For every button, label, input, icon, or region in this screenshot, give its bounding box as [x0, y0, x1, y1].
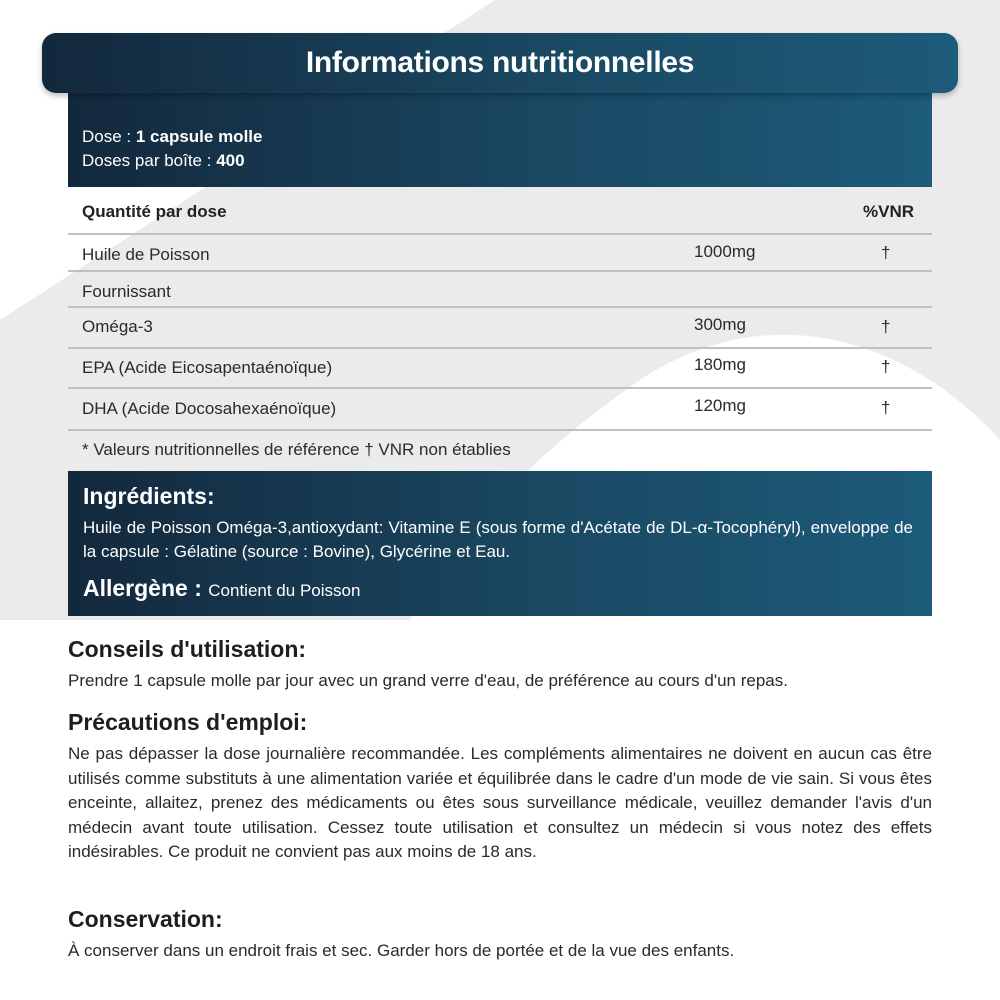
table-header	[68, 190, 932, 235]
storage-heading: Conservation:	[68, 906, 223, 932]
dose-line	[82, 127, 262, 147]
table-row	[68, 308, 932, 349]
allergen-line	[83, 575, 360, 602]
row-name: Huile de Poisson	[82, 245, 210, 264]
dose-info-panel	[68, 93, 932, 187]
usage-section	[68, 636, 932, 694]
precautions-section	[68, 709, 932, 865]
doses-per-box-value: 400	[216, 151, 245, 170]
nutrition-table	[68, 190, 932, 431]
column-header-vnr: %VNR	[862, 201, 914, 221]
dose-value: 1 capsule molle	[135, 127, 263, 146]
page-title: Informations nutritionnelles	[305, 46, 695, 79]
table-row	[68, 389, 932, 431]
ingredients-panel	[68, 471, 932, 616]
precautions-text: Ne pas dépasser la dose journalière recommandée. Les compléments alimentaires ne doivent en aucun cas être utilisés comme substituts à une alimentation variée et équilibrée dans le cadre d'un mode de vie sain. Si vous êtes enceinte, allaitez, prenez des médicaments ou êtes sous surveillance médicale, veuillez demander l'avis d'un médecin avant toute utilisation. Cessez toute utilisation et consultez un médecin si vous notez des effets indésirables. Ce produit ne convient pas aux moins de 18 ans.	[68, 744, 932, 861]
allergen-label: Allergène :	[83, 575, 209, 601]
dagger-icon: †	[881, 243, 891, 262]
usage-heading: Conseils d'utilisation:	[68, 636, 307, 662]
table-row	[68, 235, 932, 272]
row-name: DHA (Acide Docosahexaénoïque)	[82, 399, 337, 418]
table-row	[68, 349, 932, 389]
table-row	[68, 272, 932, 308]
row-amount: 1000mg	[694, 242, 756, 261]
title-banner	[42, 33, 958, 93]
allergen-value: Contient du Poisson	[208, 581, 361, 600]
row-name: EPA (Acide Eicosapentaénoïque)	[82, 358, 333, 377]
row-amount: 180mg	[694, 355, 746, 374]
precautions-heading: Précautions d'emploi:	[68, 709, 308, 735]
doses-per-box-label: Doses par boîte :	[82, 151, 217, 170]
dose-label: Dose :	[82, 127, 136, 146]
dagger-icon: †	[881, 317, 891, 336]
usage-text: Prendre 1 capsule molle par jour avec un grand verre d'eau, de préférence au cours d'un repas.	[68, 671, 788, 690]
column-header-quantity: Quantité par dose	[82, 201, 227, 221]
dagger-icon: †	[881, 398, 891, 417]
row-name: Oméga-3	[82, 317, 153, 336]
storage-text: À conserver dans un endroit frais et sec. Garder hors de portée et de la vue des enfants.	[68, 941, 735, 960]
ingredients-text: Huile de Poisson Oméga-3,antioxydant: Vitamine E (sous forme d'Acétate de DL-α-Tocophéryl), enveloppe de la capsule : Gélatine (source : Bovine), Glycérine et Eau.	[83, 518, 913, 561]
row-name: Fournissant	[82, 282, 171, 301]
ingredients-heading: Ingrédients:	[83, 483, 215, 509]
row-amount: 300mg	[694, 315, 746, 334]
storage-section	[68, 906, 932, 964]
table-footnote: * Valeurs nutritionnelles de référence † VNR non établies	[82, 440, 511, 459]
dagger-icon: †	[881, 357, 891, 376]
doses-per-box-line	[82, 151, 245, 171]
row-amount: 120mg	[694, 396, 746, 415]
